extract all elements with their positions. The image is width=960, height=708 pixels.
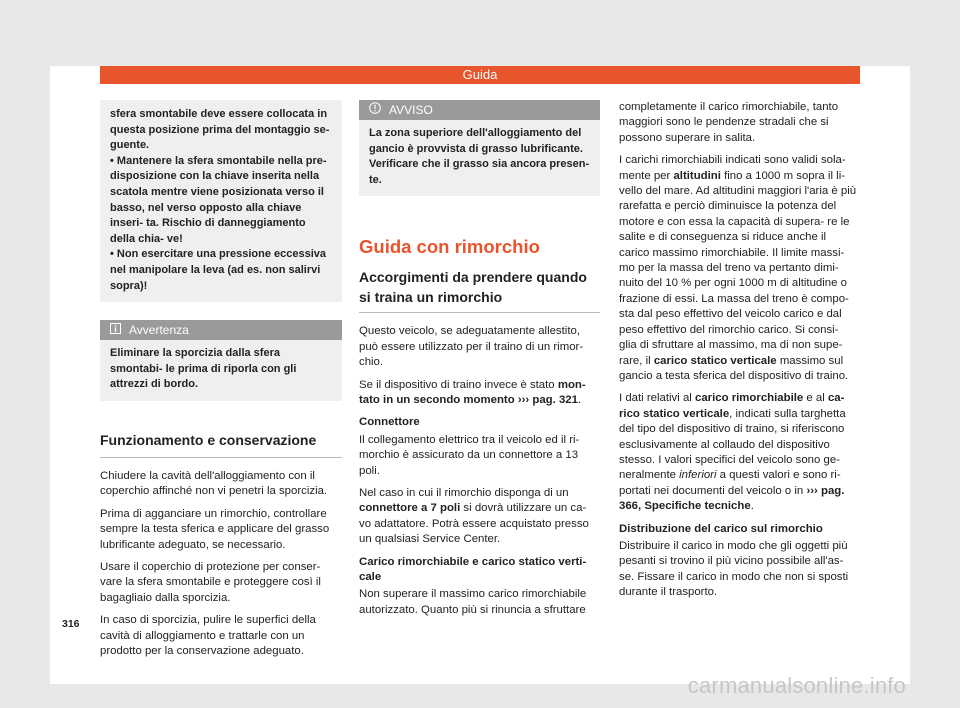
paragraph: I dati relativi al carico rimorchiabile e al ca- rico statico verticale, indicati sulla targhetta del tipo del dispositivo di traino, si riferiscono esclusivamente al collaudo del dispositivo stesso. I valori specifici del veicolo sono ge- neralmente inferiori a questi valori e sono ri- portati nei documenti del veicolo o in ››› pag. 366, Specifiche tecniche. xyxy=(619,392,846,513)
warning-box-continued xyxy=(100,100,342,302)
load-heading: Carico rimorchiabile e carico statico verti- cale xyxy=(359,555,587,584)
note-box-title: Avvertenza xyxy=(129,323,189,338)
connector-heading: Connettore xyxy=(359,416,420,429)
paragraph: Nel caso in cui il rimorchio disponga di un connettore a 7 poli si dovrà utilizzare un ca- vo adattatore. Potrà essere acquistato presso un qualsiasi Service Center. xyxy=(359,487,589,546)
warning-text-1: sfera smontabile deve essere collocata in questa posizione prima del montaggio se- guente. xyxy=(110,108,330,152)
notice-box xyxy=(359,100,600,196)
note-box xyxy=(100,320,342,401)
section-title: Funzionamento e conservazione xyxy=(100,431,342,458)
paragraph: Prima di agganciare un rimorchio, controllare sempre la testa sferica e applicare del grasso lubrificante adeguato, se necessario. xyxy=(100,507,330,551)
warning-text-3: • Non esercitare una pressione eccessiva nel manipolare la leva (ad es. non salirvi sopra)! xyxy=(110,248,327,292)
column-3 xyxy=(619,100,859,608)
header-bar: Guida xyxy=(100,66,860,84)
page-reference-link[interactable]: mon- tato in un secondo momento ››› pag. 321 xyxy=(359,378,586,406)
subtitle: Accorgimenti da prendere quando si traina un rimorchio xyxy=(359,267,600,313)
alert-circle-icon xyxy=(369,100,381,120)
page-number: 316 xyxy=(62,618,80,630)
paragraph: Se il dispositivo di traino invece è stato mon- tato in un secondo momento ››› pag. 321. xyxy=(359,378,586,406)
paragraph: Chiudere la cavità dell'alloggiamento con il coperchio affinché non vi penetri la sporcizia. xyxy=(100,469,328,498)
notice-box-body xyxy=(359,120,600,196)
notice-box-header xyxy=(359,100,600,120)
paragraph: Distribuire il carico in modo che gli oggetti più pesanti si trovino il più vicino possibile all'as- se. Fissare il carico in modo che non si sposti durante il trasporto. xyxy=(619,539,849,599)
paragraph: Usare il coperchio di protezione per conser- vare la sfera smontabile e proteggere così il bagagliaio dalla sporcizia. xyxy=(100,560,321,604)
distribution-heading: Distribuzione del carico sul rimorchio xyxy=(619,522,823,535)
note-box-header xyxy=(100,320,342,340)
paragraph: Non superare il massimo carico rimorchiabile autorizzato. Quanto più si rinuncia a sfruttare xyxy=(359,588,587,616)
spec-reference-link[interactable]: ››› pag. 366, Specifiche tecniche xyxy=(619,484,845,513)
paragraph: Il collegamento elettrico tra il veicolo ed il ri- morchio è assicurato da un connettore a 13 poli. xyxy=(359,433,580,477)
notice-text: La zona superiore dell'alloggiamento del gancio è provvista di grasso lubrificante. Verificare che il grasso sia ancora presen- te. xyxy=(369,127,590,186)
paragraph: I carichi rimorchiabili indicati sono validi sola- mente per altitudini fino a 1000 m sopra il li- vello del mare. Ad altitudini maggiori l'aria è più rarefatta e perciò diminuisce la potenza del motore e con essa la capacità di supera- re le salite e di conseguenza si riduce anche il carico massimo rimorchiabile. Il limite massi- mo per la massa del treno va pertanto dimi- nuito del 10 % per ogni 1000 m di altitudine o frazione di essi. La massa del treno è compo- sta dal peso effettivo del veicolo carico e dal peso effettivo del rimorchio carico. Si consi- glia di sfruttare al massimo, ma di non supe- rare, il carico statico verticale massimo sul gancio a testa sferica del dispositivo di traino. xyxy=(619,154,857,382)
info-icon xyxy=(110,320,121,340)
note-text: Eliminare la sporcizia dalla sfera smontabi- le prima di riporla con gli attrezzi di bordo. xyxy=(110,347,297,391)
note-box-body xyxy=(100,340,342,401)
paragraph: In caso di sporcizia, pulire le superfici della cavità di alloggiamento e trattarle con un prodotto per la conservazione adeguato. xyxy=(100,614,316,657)
watermark: carmanualsonline.info xyxy=(687,673,906,698)
notice-box-title: AVVISO xyxy=(389,103,433,117)
column-1 xyxy=(100,100,342,666)
column-2 xyxy=(359,100,600,625)
paragraph: completamente il carico rimorchiabile, tanto maggiori sono le pendenze stradali che si possono superare in salita. xyxy=(619,101,839,144)
warning-text-2: • Mantenere la sfera smontabile nella pre- disposizione con la chiave inserita nella scatola mentre viene posizionata verso il basso, nel verso opposto alla chiave inseri- ta. Rischio di danneggiamento della chia- ve! xyxy=(110,154,327,245)
paragraph: Questo veicolo, se adeguatamente allestito, può essere utilizzato per il traino di un rimor- chio. xyxy=(359,325,584,369)
main-title: Guida con rimorchio xyxy=(359,236,540,258)
